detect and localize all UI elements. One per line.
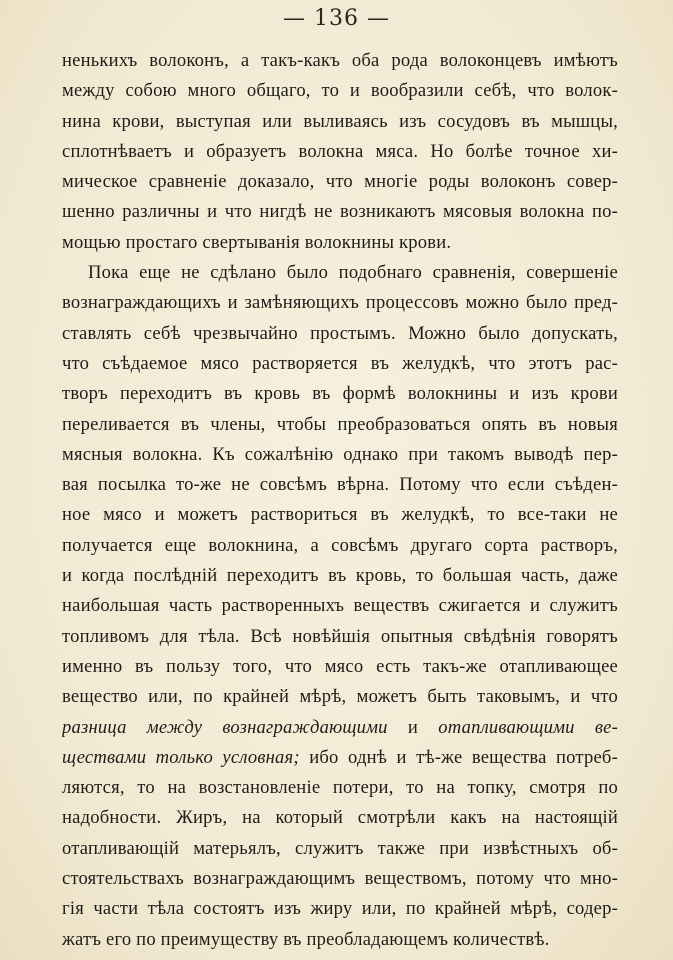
text-line: шенно различны и что нигдѣ не возникаютъ мясовыя волокна по-: [62, 201, 618, 223]
text-line: вещество или, по крайней мѣрѣ, можетъ быть таковымъ, и что: [62, 686, 618, 708]
page-number: — 136 —: [283, 6, 390, 31]
plain-phrase: и: [387, 716, 439, 738]
text-line: вознаграждающихъ и замѣняющихъ процессовъ можно было пред-: [62, 292, 618, 314]
text-line-emphasis: [62, 713, 618, 743]
paragraph-2: [62, 258, 618, 955]
text-line: стоятельствахъ вознаграждающимъ веществомъ, потому что мно-: [62, 868, 618, 890]
text-line: мическое сравненіе доказало, что многіе роды волоконъ совер-: [62, 171, 618, 193]
text-line: творъ переходитъ въ кровь въ формѣ волокнины и изъ крови: [62, 383, 618, 405]
text-line: и когда послѣдній переходитъ въ кровь, то большая часть, даже: [62, 565, 618, 587]
text-line: именно въ пользу того, что мясо есть такъ-же отапливающее: [62, 655, 618, 677]
text-line-emphasis: [62, 743, 618, 773]
text-line: сплотнѣваетъ и образуетъ волокна мяса. Но болѣе точное хи-: [62, 140, 618, 162]
text-line: наибольшая часть растворенныхъ веществъ сжигается и служитъ: [62, 595, 618, 617]
text-line: ненькихъ волоконъ, а такъ-какъ оба рода волоконцевъ имѣютъ: [62, 50, 618, 71]
text-line: переливается въ члены, чтобы преобразоваться опять въ новыя: [62, 413, 618, 435]
text-line: топливомъ для тѣла. Всѣ новѣйшія опытныя свѣдѣнія говорятъ: [62, 625, 618, 647]
text-line: отапливающій матерьялъ, служитъ также при извѣстныхъ об-: [62, 837, 618, 859]
text-line: вая посылка то-же не совсѣмъ вѣрна. Потому что если съѣден-: [62, 474, 618, 496]
text-line: ставлять себѣ чрезвычайно простымъ. Можно было допускать,: [62, 322, 618, 344]
italic-phrase: ществами только условная;: [62, 746, 300, 768]
text-line: ляются, то на возстановленіе потери, то на топку, смотря по: [62, 777, 618, 799]
italic-phrase: отапливающими ве-: [438, 716, 618, 738]
text-line: жатъ его по преимуществу въ преобладающемъ количествѣ.: [62, 928, 550, 950]
text-line: мощью простаго свертыванія волокнины крови.: [62, 231, 452, 253]
text-line: получается еще волокнина, а совсѣмъ другаго сорта растворъ,: [62, 534, 618, 556]
text-line: что съѣдаемое мясо растворяется въ желудкѣ, что этотъ рас-: [62, 352, 618, 374]
text-line: Пока еще не сдѣлано было подобнаго сравненія, совершеніе: [88, 262, 618, 284]
body-text: [62, 46, 618, 955]
text-line: ное мясо и можетъ раствориться въ желудкѣ, то все-таки не: [62, 504, 618, 526]
italic-phrase: разница между вознаграждающими: [62, 716, 388, 738]
text-line: между собою много общаго, то и вообразили себѣ, что волок-: [62, 80, 618, 102]
text-line: мясныя волокна. Къ сожалѣнію однако при такомъ выводѣ пер-: [62, 443, 618, 465]
text-line: надобности. Жиръ, на который смотрѣли какъ на настоящій: [62, 807, 618, 829]
paragraph-1: [62, 46, 618, 258]
plain-phrase: ибо однѣ и тѣ-же вещества потреб-: [299, 746, 618, 768]
text-line: нина крови, выступая или выливаясь изъ сосудовъ въ мышцы,: [62, 110, 618, 132]
text-line: гія части тѣла состоятъ изъ жиру или, по крайней мѣрѣ, содер-: [62, 898, 618, 920]
